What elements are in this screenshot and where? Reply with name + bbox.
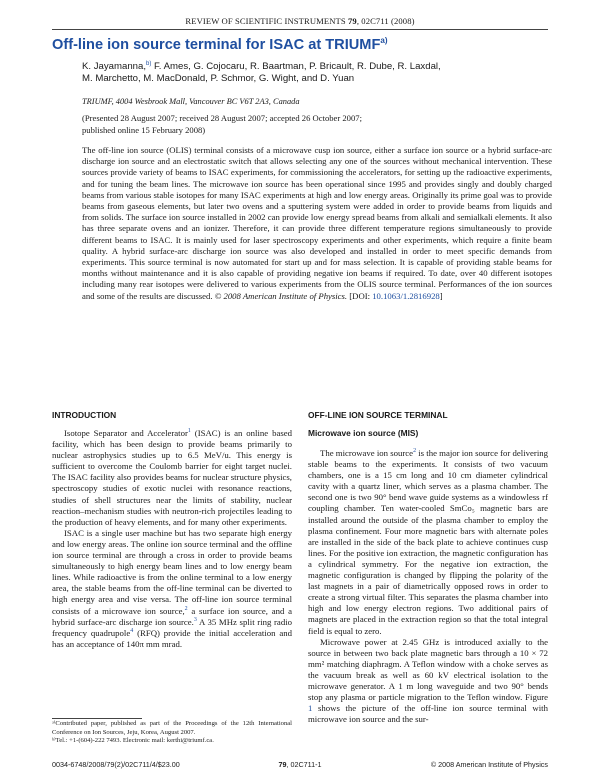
title-footnote-marker[interactable]: a) (380, 36, 388, 45)
affiliation: TRIUMF, 4004 Wesbrook Mall, Vancouver BC V6T 2A3, Canada (82, 97, 300, 106)
footnote-b: ᵇ⁾Tel.: +1-(604)-222 7493. Electronic mail: kerthi@triumf.ca. (52, 737, 214, 745)
citation-ref[interactable]: 2 (413, 448, 417, 455)
intro-p1-text-b: (ISAC) is an online based facility, which has been design to provide beams primarily to nuclear astrophysics studies up to 6.5 MeV/u. This energy is sufficient to overcome the Coulomb barrier for eight target nuclei. The ISAC facility also provides beams for nuclear structure physics, spectroscopy studies of exotic nuclei with resonance reactions, studies of shell structures near the limits of stability, nuclear reaction–mechanism studies with neutron-rich projectiles leading to the production of heavy elements, and for many other experiments. (52, 428, 292, 527)
section-heading-offline-terminal: OFF-LINE ION SOURCE TERMINAL (308, 410, 448, 420)
left-column (52, 410, 292, 650)
intro-p2-text-a: ISAC is a single user machine but has two separate high energy and low energy areas. The online ion source terminal and the offline ion source terminal are through a cross in order to provide beams simultaneously to high energy beam lines and to low energy beam lines. While radioactive is from the online terminal to a low energy area, the stable beams from the off-line terminal can be diverted to high energy area and vise versa. The off-line ion source terminal consists of a microwave ion source, (52, 527, 292, 616)
footer-copyright: © 2008 American Institute of Physics (430, 760, 548, 769)
intro-p1-text-a: Isotope Separator and Accelerator (64, 428, 188, 438)
mis-p1-text-a: The microwave ion source (320, 448, 414, 458)
citation-ref[interactable]: 2 (184, 605, 188, 612)
intro-paragraph-1 (52, 428, 292, 528)
abstract-copyright: © 2008 American Institute of Physics. (214, 290, 348, 301)
footnote-divider (52, 718, 142, 719)
figure-ref[interactable]: 1 (308, 703, 313, 714)
intro-p2-text-d: (RFQ) provide the initial acceleration and has an acceptance of 140π mm mrad. (52, 627, 293, 649)
citation-ref[interactable]: 4 (130, 627, 134, 634)
dates-line2: published online 15 February 2008) (82, 125, 206, 135)
footnote-a: ᵃ⁾Contributed paper, published as part of the Proceedings of the 12th International Conference on Ion Sources, Jeju, Korea, August 2007. (52, 720, 292, 736)
intro-p2-text-b: a surface ion source, and a hybrid surface-arc discharge ion source. (52, 605, 292, 627)
authors-first: K. Jayamanna, (82, 61, 146, 73)
mis-paragraph-2 (308, 637, 548, 726)
doi-link[interactable]: 10.1063/1.2816928 (372, 290, 440, 301)
article-title (52, 36, 552, 53)
intro-p2-text-c: A 35 MHz split ring radio frequency quadrupole (52, 616, 292, 638)
mis-p2-text-b: shows the picture of the off-line ion source terminal with microwave ion source and the sur- (308, 703, 548, 725)
header-divider (52, 29, 548, 30)
journal-page-date: , 02C711 (2008) (356, 16, 415, 26)
footer-issn: 0034-6748/2008/79(2)/02C711/4/$23.00 (52, 760, 180, 769)
authors-line1-rest: F. Ames, G. Cojocaru, R. Baartman, P. Bricault, R. Dube, R. Laxdal, (151, 61, 441, 73)
mis-paragraph-1 (308, 448, 548, 637)
doi-prefix: [DOI: (347, 290, 373, 301)
dates-line1: (Presented 28 August 2007; received 28 August 2007; accepted 26 October 2007; (82, 113, 362, 123)
citation-ref[interactable]: 3 (193, 616, 197, 623)
author-footnote-marker[interactable]: b) (146, 61, 152, 67)
abstract (82, 145, 552, 302)
journal-volume: 79 (348, 16, 357, 26)
subsection-heading-mis: Microwave ion source (MIS) (308, 428, 419, 438)
intro-paragraph-2 (52, 528, 292, 650)
section-heading-introduction: INTRODUCTION (52, 410, 117, 420)
doi-suffix: ] (439, 290, 443, 301)
running-head (0, 16, 600, 26)
mis-p1-text-b: is the major ion source for delivering stable beams to the experiments. It consists of two vacuum chambers, one is a 15 cm long and 10 cm diameter cylindrical cavity with a quartz liner, which serves as a plasma chamber. The second one is two 90° bend wave guide systems as a windowless rf coupling chamber. Ten water-cooled SmCo₅ magnetic bars are installed around the outside of the plasma chamber to employ the plasma confinement. Four more magnetic bars with alternate poles are installed in the side of the back plate to achieve continues cusp lines. For the positive ion extraction, the magnetic configuration has a cylindrical symmetry. For the negative ion extraction, the magnetic configuration is changed by flipping the polarity of the last magnets in a pair of diametrically opposed rows in order to create a strong virtual filter. This separates the plasma chamber into high and low energy electron regions. Two additional pairs of magnets are placed in the extraction region so that the total integral field is equal to zero. (308, 448, 549, 636)
right-column (308, 410, 548, 725)
author-list (82, 58, 552, 85)
article-title-text: Off-line ion source terminal for ISAC at TRIUMF (52, 36, 381, 53)
journal-name: REVIEW OF SCIENTIFIC INSTRUMENTS (185, 16, 346, 26)
footer-article-page: , 02C711-1 (286, 760, 322, 769)
citation-ref[interactable]: 1 (187, 428, 191, 435)
footer-volume: 79 (278, 760, 287, 769)
footnotes (52, 720, 292, 746)
mis-p2-text-a: Microwave power at 2.45 GHz is introduced axially to the source in between two back plate magnetic bars through a 10 × 72 mm² matching diaphragm. A Teflon window with a choke serves as the vacuum break as well as 60 kV electrical isolation to the microwave generator. A 1 m long waveguide and two 90° bends stop any plasma or particle migration to the Teflon window. Figure (308, 636, 548, 703)
authors-line2: M. Marchetto, M. MacDonald, P. Schmor, G. Wight, and D. Yuan (82, 73, 355, 85)
publication-dates (82, 112, 552, 136)
abstract-text: The off-line ion source (OLIS) terminal consists of a microwave cusp ion source, either a surface ion source or a hybrid surface-arc discharge ion source and an electrostatic switch that allows selecting any one of the sources without mechanical intervention. These sources provide variety of beams to ISAC experiments, for commissioning the accelerators, for setting up the radioactive experiments, and for tuning the beam lines. The microwave ion source has been operational since 1995 and provides singly and doubly charged beams from various stable isotopes for many ISAC experiments at high and low energy areas. Originally its prime goal was to provide beams from gaseous elements, but later two ovens and a sputtering system were added in order to provide beams from liquids and from solids. The surface ion source installed in 2002 can provide low energy spread beams from alkali and semialkali elements. It also has three separate ovens and an ionizer. Therefore, it can provide three different temperature regions simultaneously to provide different beams to ISAC. It is mainly used for laser spectroscopy experiments and other experiments, which require a finite beam quality. A hybrid surface-arc discharge ion source was also developed and installed in order to meet specific demands from experiments. This source terminal is now automated for start up and for mass selection. It is capable of providing stable beams for months without maintenance and it is also capable of providing negative ion beams if required. To date, over 40 different isotopes including many rear isotopes were delivered to various experiments from the OLIS source terminal. Performances of the ion sources and some of the results are discussed. (82, 145, 552, 301)
